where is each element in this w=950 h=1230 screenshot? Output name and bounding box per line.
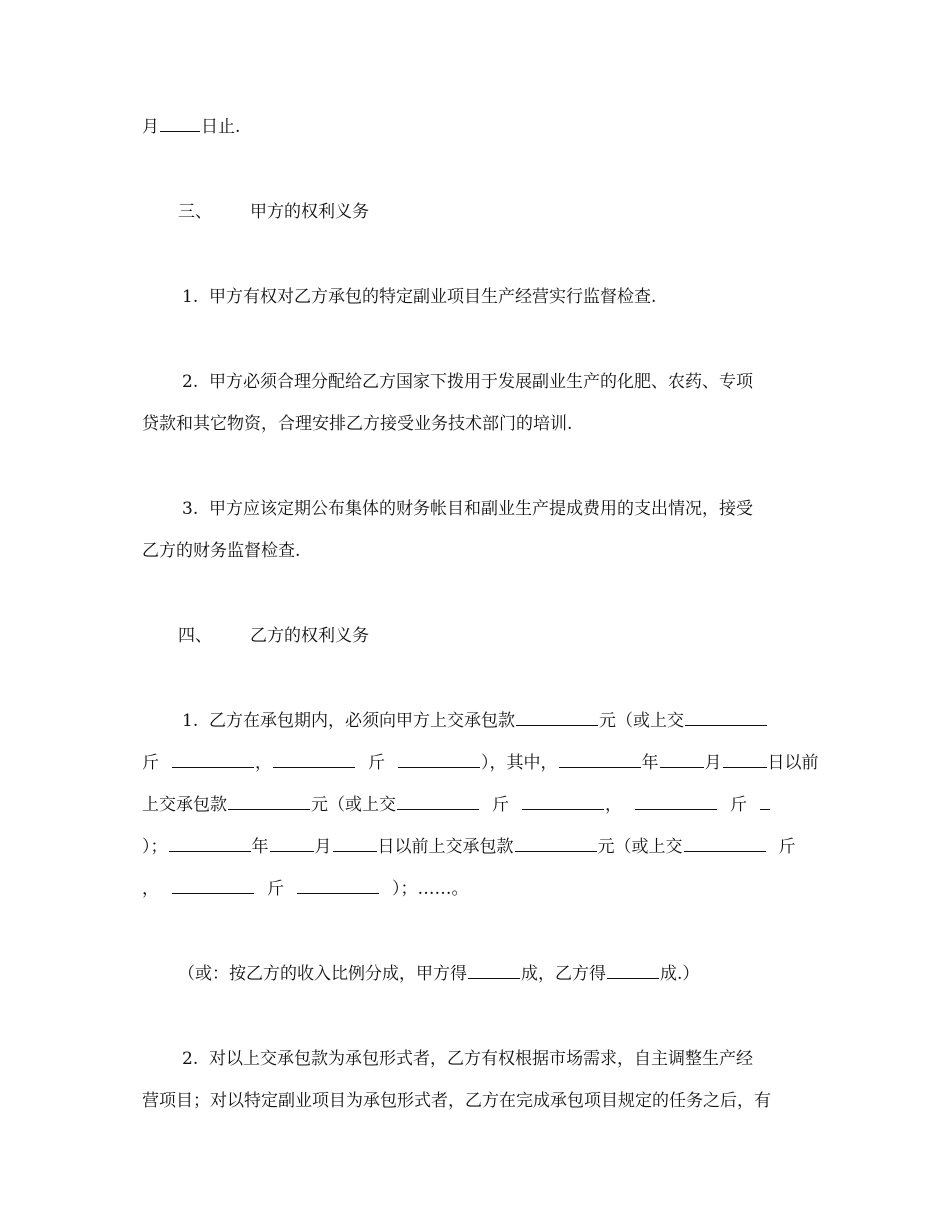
text: 上交承包款 bbox=[142, 795, 227, 815]
text: ）； bbox=[142, 837, 168, 857]
paragraph-4-1-line-4 bbox=[142, 835, 812, 859]
paragraph-3-2-line-1: 2. 甲方必须合理分配给乙方国家下拨用于发展副业生产的化肥、农药、专项 bbox=[182, 372, 754, 392]
text: ， bbox=[255, 753, 272, 773]
blank-field bbox=[522, 793, 604, 810]
blank-field bbox=[273, 751, 355, 768]
blank-field bbox=[228, 793, 310, 810]
text: 成，乙方得 bbox=[521, 964, 606, 984]
blank-field bbox=[160, 115, 200, 132]
blank-field bbox=[760, 793, 770, 810]
blank-field bbox=[398, 751, 480, 768]
blank-field bbox=[172, 751, 254, 768]
paragraph-4-1-line-2 bbox=[142, 751, 819, 775]
text: 斤 bbox=[778, 837, 796, 857]
text: 元（或上交 bbox=[597, 837, 683, 857]
paragraph-3-3-line-1: 3. 甲方应该定期公布集体的财务帐目和副业生产提成费用的支出情况，接受 bbox=[182, 499, 754, 519]
text: （或：按乙方的收入比例分成，甲方得 bbox=[178, 964, 467, 984]
text: 月 bbox=[142, 117, 159, 137]
paragraph-4-1-line-5 bbox=[142, 877, 812, 901]
blank-field bbox=[333, 835, 377, 852]
paragraph-4-1-alternative bbox=[178, 962, 848, 986]
blank-field bbox=[172, 877, 254, 894]
text: 斤 bbox=[142, 753, 159, 773]
blank-field bbox=[559, 751, 641, 768]
section-number: 三、 bbox=[178, 202, 212, 222]
paragraph-4-1-line-1 bbox=[182, 709, 812, 733]
paragraph-4-2-line-1: 2. 对以上交承包款为承包形式者，乙方有权根据市场需求，自主调整生产经 bbox=[182, 1049, 754, 1069]
text: 元（或上交 bbox=[311, 795, 396, 815]
paragraph-3-1: 1. 甲方有权对乙方承包的特定副业项目生产经营实行监督检查. bbox=[182, 287, 657, 307]
text: 元（或上交 bbox=[599, 711, 685, 731]
paragraph-3-2-line-2: 贷款和其它物资，合理安排乙方接受业务技术部门的培训. bbox=[142, 414, 573, 434]
text: ）；……。 bbox=[392, 879, 469, 899]
paragraph-4-2-line-2: 营项目；对以特定副业项目为承包形式者，乙方在完成承包项目规定的任务之后，有 bbox=[142, 1091, 771, 1111]
text: ， bbox=[142, 879, 159, 899]
section-heading-3 bbox=[178, 200, 848, 224]
paragraph-3-3-line-2: 乙方的财务监督检查. bbox=[142, 541, 301, 561]
section-title: 甲方的权利义务 bbox=[250, 202, 369, 222]
text: 日以前上交承包款 bbox=[377, 837, 514, 857]
text: 日以前 bbox=[767, 753, 819, 773]
blank-field bbox=[397, 793, 479, 810]
text: 年 bbox=[641, 753, 659, 773]
blank-field bbox=[685, 709, 767, 726]
text: 1. 乙方在承包期内，必须向甲方上交承包款 bbox=[182, 711, 516, 731]
text: 月 bbox=[314, 837, 332, 857]
section-title: 乙方的权利义务 bbox=[250, 626, 369, 646]
section-heading-4 bbox=[178, 624, 848, 648]
text: 月 bbox=[704, 753, 722, 773]
text: 日止. bbox=[201, 117, 241, 137]
text: 斤 bbox=[492, 795, 509, 815]
text: 年 bbox=[251, 837, 269, 857]
text: ， bbox=[605, 795, 622, 815]
text: 斤 bbox=[267, 879, 284, 899]
paragraph-4-1-line-3 bbox=[142, 793, 812, 817]
blank-field bbox=[468, 962, 520, 979]
blank-field bbox=[516, 709, 598, 726]
blank-field bbox=[684, 835, 766, 852]
blank-field bbox=[660, 751, 704, 768]
blank-field bbox=[270, 835, 314, 852]
blank-field bbox=[635, 793, 717, 810]
text: 斤 bbox=[730, 795, 747, 815]
blank-field bbox=[169, 835, 251, 852]
text: ），其中， bbox=[481, 753, 558, 773]
section-number: 四、 bbox=[178, 626, 212, 646]
blank-field bbox=[607, 962, 659, 979]
blank-field bbox=[515, 835, 597, 852]
blank-field bbox=[723, 751, 767, 768]
text-line-end-date bbox=[142, 115, 812, 139]
blank-field bbox=[297, 877, 379, 894]
text: 斤 bbox=[368, 753, 385, 773]
text: 成.） bbox=[660, 964, 700, 984]
